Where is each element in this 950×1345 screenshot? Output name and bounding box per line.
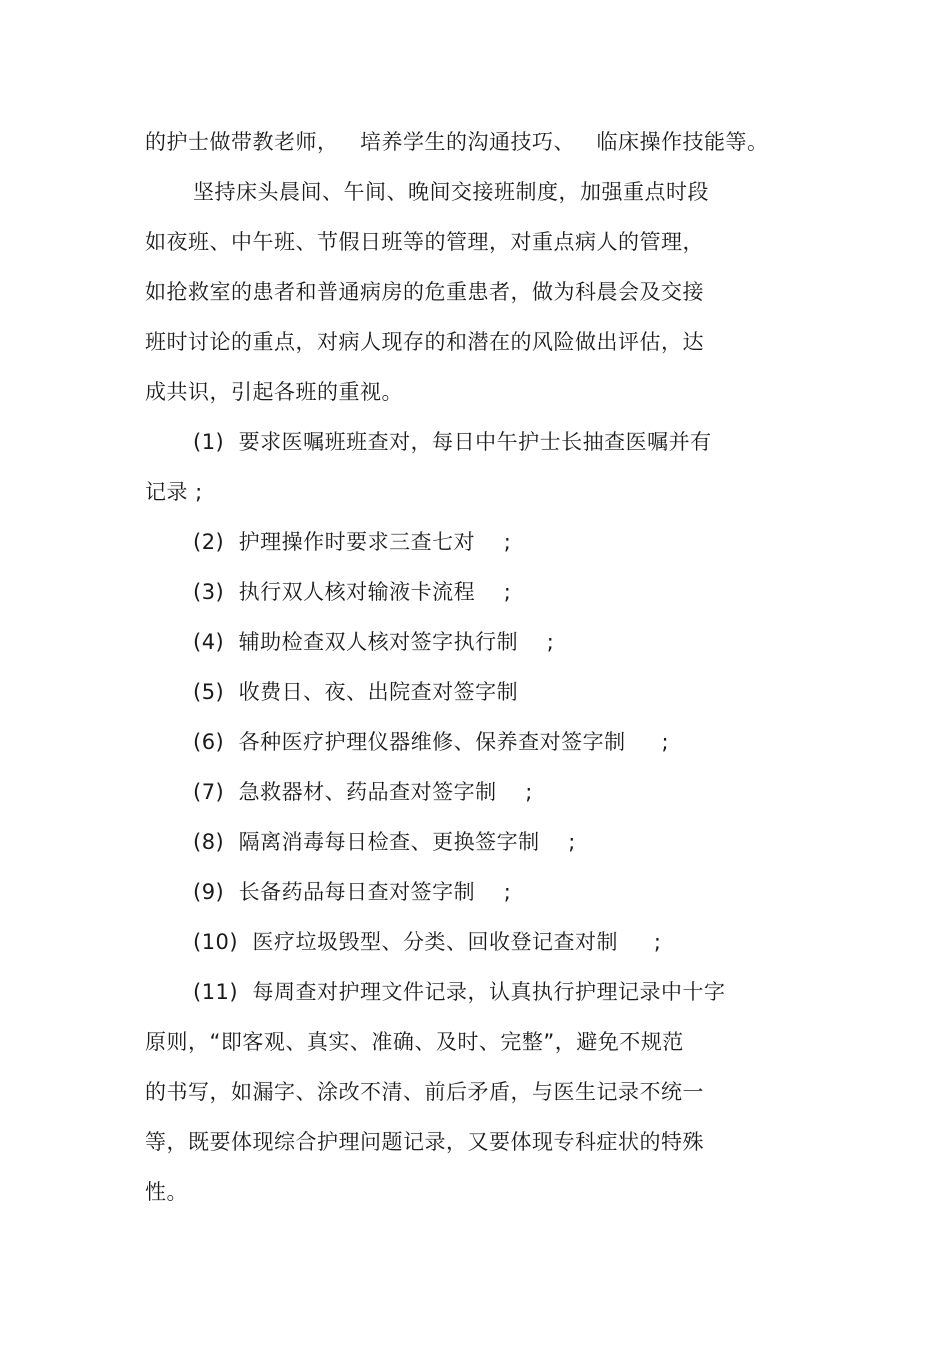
- list-item-11: (11) 每周查对护理文件记录，认真执行护理记录中十字: [193, 980, 726, 1004]
- text-line: 等，既要体现综合护理问题记录，又要体现专科症状的特殊: [145, 1130, 704, 1154]
- list-item-2: (2) 护理操作时要求三查七对 ;: [193, 530, 512, 554]
- text-line: 班时讨论的重点，对病人现存的和潜在的风险做出评估，达: [145, 330, 704, 354]
- text-line: 成共识，引起各班的重视。: [145, 380, 403, 404]
- paragraph-start-line: 坚持床头晨间、午间、晚间交接班制度，加强重点时段: [193, 180, 709, 204]
- text-line: 如夜班、中午班、节假日班等的管理，对重点病人的管理，: [145, 230, 704, 254]
- text-line: 记录 ;: [145, 480, 203, 504]
- list-item-7: (7) 急救器材、药品查对签字制 ;: [193, 780, 533, 804]
- list-item-1: (1) 要求医嘱班班查对，每日中午护士长抽查医嘱并有: [193, 430, 712, 454]
- list-item-9: (9) 长备药品每日查对签字制 ;: [193, 880, 512, 904]
- list-item-8: (8) 隔离消毒每日检查、更换签字制 ;: [193, 830, 576, 854]
- list-item-4: (4) 辅助检查双人核对签字执行制 ;: [193, 630, 555, 654]
- list-item-5: (5) 收费日、夜、出院查对签字制: [193, 680, 519, 704]
- list-item-10: (10) 医疗垃圾毁型、分类、回收登记查对制 ;: [193, 930, 662, 954]
- list-item-6: (6) 各种医疗护理仪器维修、保养查对签字制 ;: [193, 730, 670, 754]
- text-line: 原则，“即客观、真实、准确、及时、完整”，避免不规范: [145, 1030, 684, 1054]
- text-line: 如抢救室的患者和普通病房的危重患者，做为科晨会及交接: [145, 280, 704, 304]
- text-line: 性。: [145, 1180, 188, 1204]
- list-item-3: (3) 执行双人核对输液卡流程 ;: [193, 580, 512, 604]
- text-line: 的书写，如漏字、涂改不清、前后矛盾，与医生记录不统一: [145, 1080, 704, 1104]
- text-line: 的护士做带教老师， 培养学生的沟通技巧、 临床操作技能等。: [145, 130, 769, 154]
